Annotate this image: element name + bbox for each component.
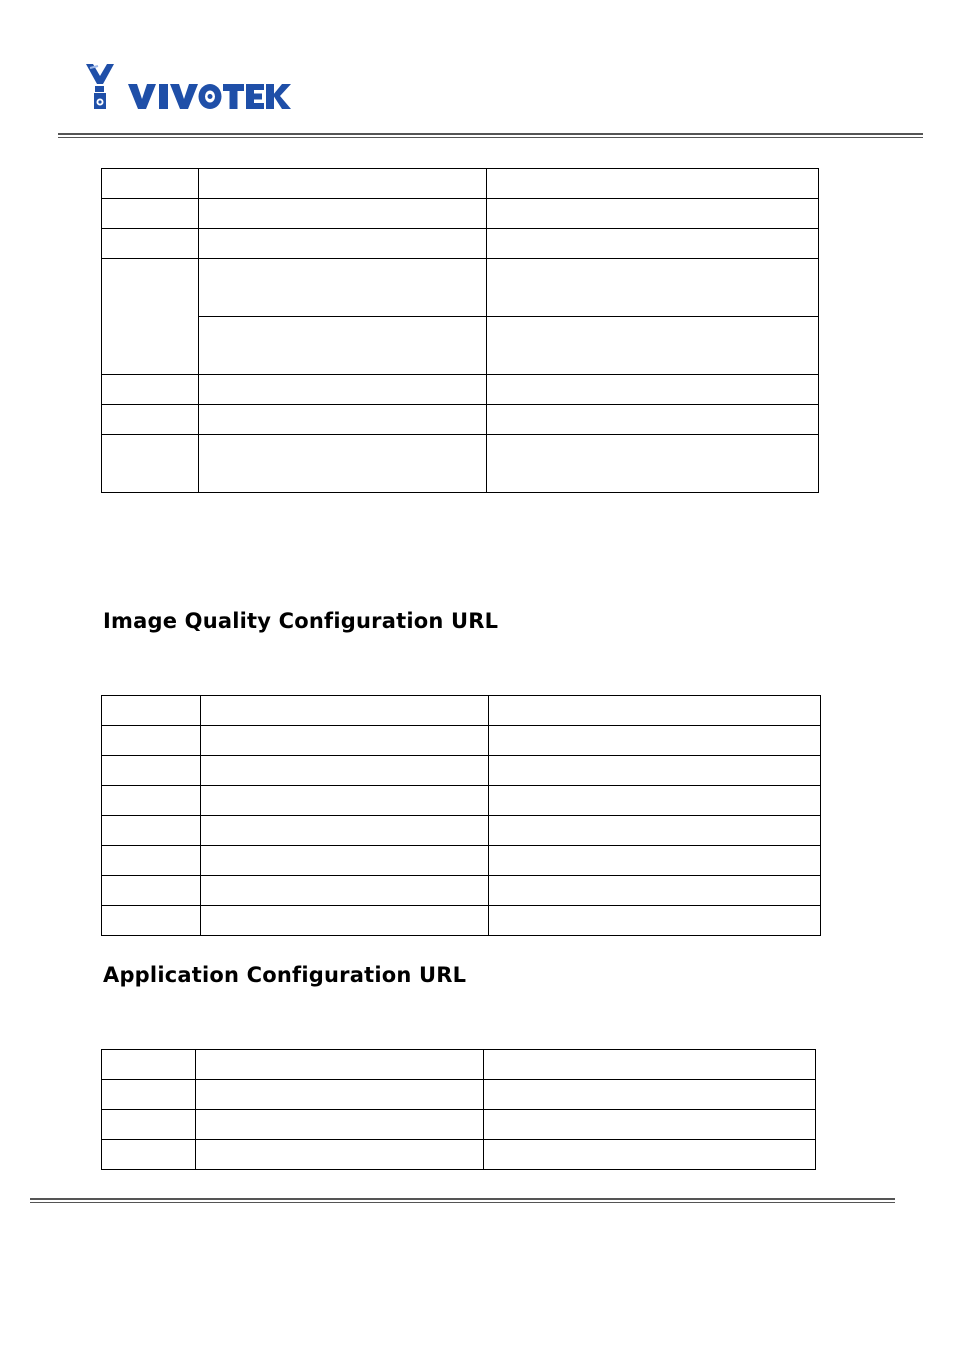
url-parameter-table bbox=[101, 168, 819, 493]
table-row bbox=[102, 726, 821, 756]
table-row bbox=[102, 317, 819, 375]
table-row bbox=[102, 1140, 816, 1170]
section-heading-image-quality: Image Quality Configuration URL bbox=[103, 609, 499, 633]
vivotek-logo bbox=[84, 62, 294, 114]
table-row bbox=[102, 1080, 816, 1110]
table-row bbox=[102, 846, 821, 876]
table-row bbox=[102, 786, 821, 816]
table-row bbox=[102, 816, 821, 846]
table-row bbox=[102, 375, 819, 405]
table-row bbox=[102, 876, 821, 906]
footer-divider bbox=[30, 1198, 895, 1203]
image-quality-parameter-table bbox=[101, 695, 821, 936]
table-row bbox=[102, 435, 819, 493]
table-row bbox=[102, 259, 819, 317]
table-row bbox=[102, 696, 821, 726]
table-row bbox=[102, 229, 819, 259]
table-row bbox=[102, 199, 819, 229]
table-row bbox=[102, 906, 821, 936]
table-row bbox=[102, 1110, 816, 1140]
table-row bbox=[102, 405, 819, 435]
application-parameter-table bbox=[101, 1049, 816, 1170]
header-divider bbox=[58, 133, 923, 138]
table-row bbox=[102, 756, 821, 786]
section-heading-application: Application Configuration URL bbox=[103, 963, 467, 987]
table-row bbox=[102, 1050, 816, 1080]
table-row bbox=[102, 169, 819, 199]
